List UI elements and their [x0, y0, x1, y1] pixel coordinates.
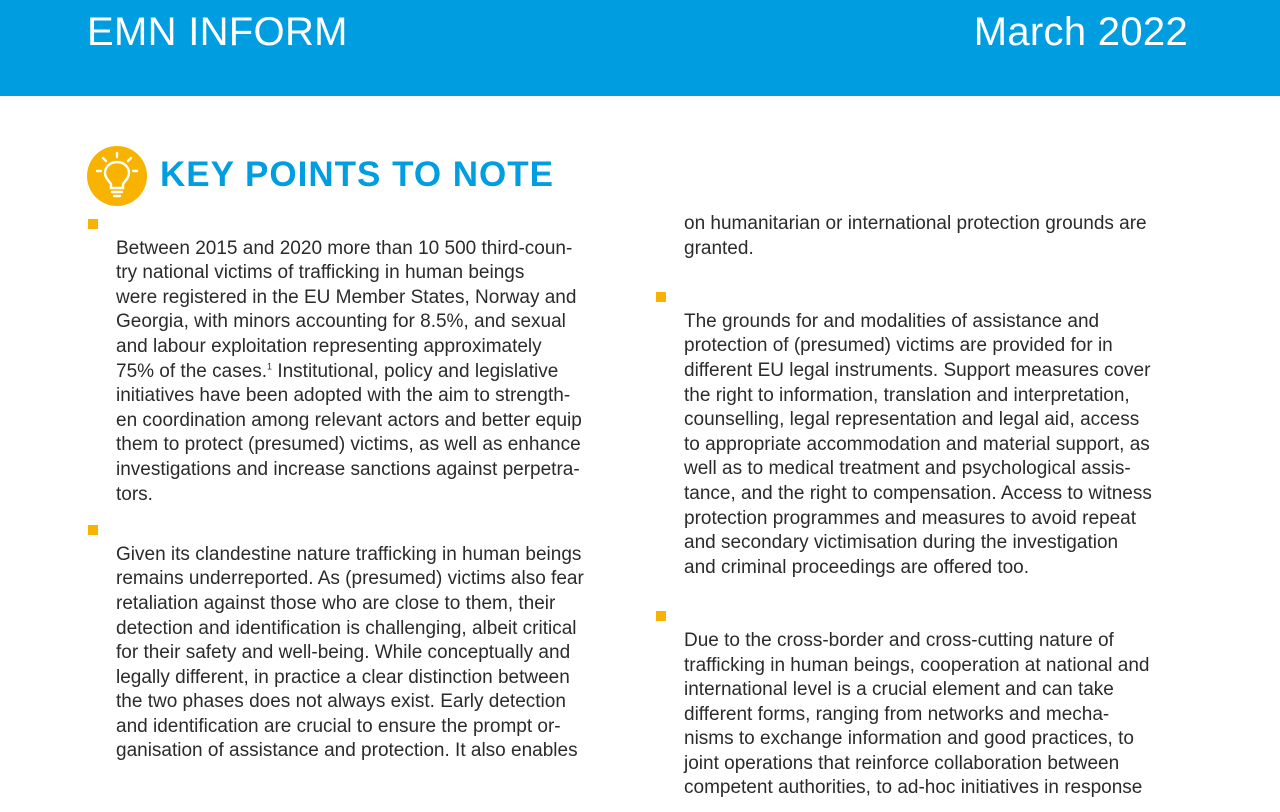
section-heading: KEY POINTS TO NOTE [160, 155, 554, 194]
footnote-reference[interactable]: 1 [267, 361, 273, 372]
bullet-text: The grounds for and modalities of assistance and protection of (presumed) victims are provided for in different EU legal instruments. Support measures cover the right to information, translation and interpretation, counselling, legal representation and legal aid, access to appropriate accommodation and material support, as well as to medical treatment and psychological assis- tance, and the right to compensation. Access to witness protection programmes and measures to avoid repeat and secondary victimisation during the investigation and criminal proceedings are offered too. [684, 310, 1152, 578]
bullet-text: Given its clandestine nature trafficking in human beings remains underreported. As (presumed) victims also fear retaliation against those who are close to them, their detection and identification is challenging, albeit critical for their safety and well-being. While conceptually and legally different, in practice a clear distinction between the two phases does not always exist. Early detection and identification are crucial to ensure the prompt or- ganisation of assistance and protection. It also enables [116, 543, 584, 762]
publication-title: EMN INFORM [87, 10, 348, 54]
bullet-marker [88, 525, 98, 535]
bullet-marker [656, 611, 666, 621]
bullet-text-continued: Institutional, policy and legislative initiatives have been adopted with the aim to strength- en coordination among relevant actors and better equip them to protect (presumed) victims, as well as enhance investigations and increase sanctions against perpetra- tors. [116, 360, 582, 505]
left-column [87, 212, 617, 775]
publication-date: March 2022 [973, 10, 1188, 54]
bullet-text: Between 2015 and 2020 more than 10 500 third-coun- try national victims of trafficking in human beings were registered in the EU Member States, Norway and Georgia, with minors accounting for 8.5%, and sexual and labour exploitation representing approximately 75% of the cases. [116, 237, 577, 382]
bullet-marker [656, 292, 666, 302]
bullet-text: Due to the cross-border and cross-cutting nature of trafficking in human beings, cooperation at national and international level is a crucial element and can take different forms, ranging from networks and mecha- nisms to exchange information and good practices, to joint operations that reinforce collaboration between competent authorities, to ad-hoc initiatives in response [684, 629, 1150, 799]
bullet-point [655, 285, 1185, 580]
bullet-point [87, 518, 617, 764]
bullet-point [87, 212, 617, 507]
lightbulb-icon [87, 146, 147, 206]
continued-text: on humanitarian or international protection grounds are granted. [684, 213, 1147, 259]
right-column [655, 212, 1185, 812]
bullet-point [655, 604, 1185, 801]
bullet-marker [88, 219, 98, 229]
header-banner [0, 0, 1280, 96]
